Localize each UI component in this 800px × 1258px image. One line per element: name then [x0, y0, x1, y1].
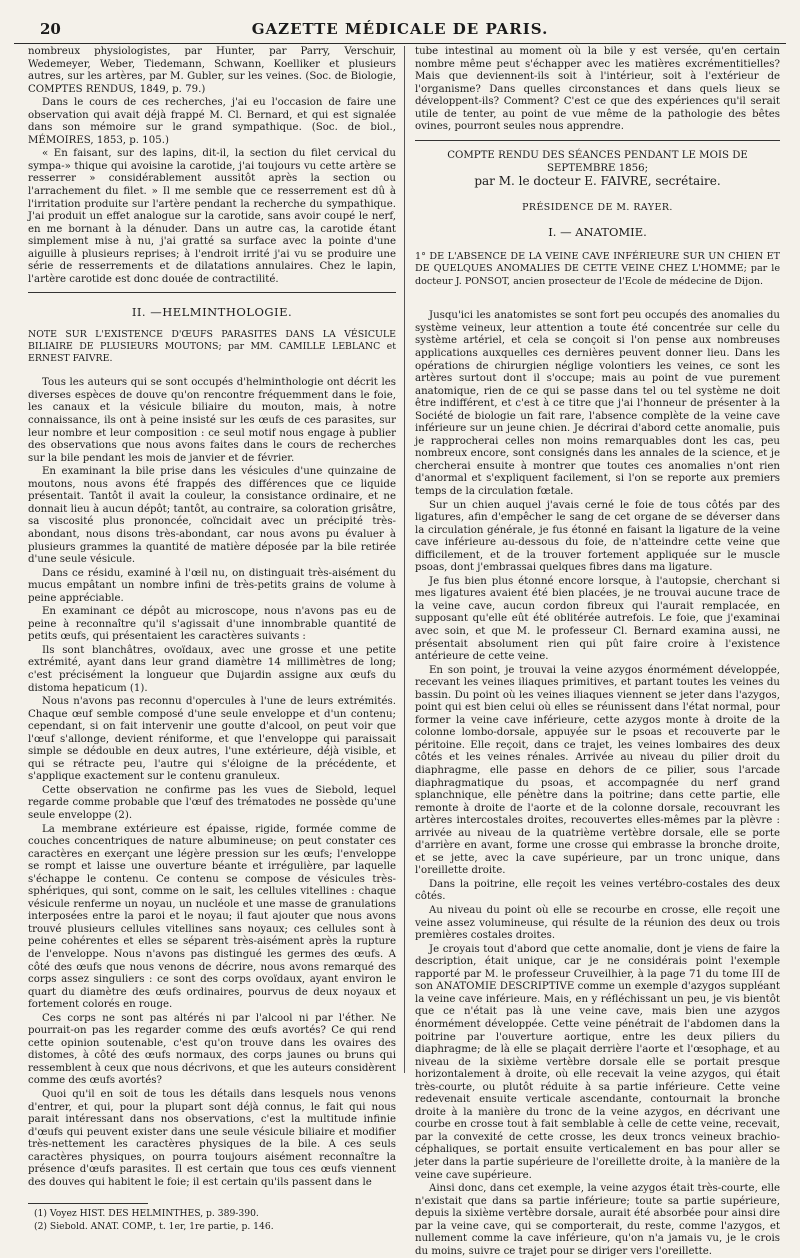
paragraph: Sur un chien auquel j'avais cerné le foie de tous côtés par des ligatures, afin d'empêcher le sang de cet organe de se déverser dans la circulation générale, je fus étonné en faisant la ligature de la veine cave inférieure au-dessous du foie, de n'atteindre cette veine que difficilement, et de la trouver fortement appliquée sur le muscle psoas, dont j'embrassai quelques fibres dans ma ligature. [415, 499, 780, 574]
report-title: COMPTE RENDU DES SÉANCES PENDANT LE MOIS DE SEPTEMBRE 1856; [447, 149, 748, 174]
paragraph: « En faisant, sur des lapins, dit-il, la section du filet cervical du sympa-» thique qui avoisine la carotide, j'ai toujours vu cette artère se resserrer » considérablement aussitôt après la section ou l'arrachement du filet. » Il me semble que ce resserrement est dû à l'irritation produite sur l'artère pendant la recherche du sympathique. J'ai produit un effet analogue sur la carotide, sans avoir coupé le nerf, en me bornant à la dénuder. Dans un autre cas, la carotide étant simplement mise à nu, j'ai gratté sa surface avec la pointe d'une aiguille à plusieurs reprises; à l'endroit irrité j'ai vu se produire une série de resserrements et de dilatations annulaires. Chez le lapin, l'artère carotide est donc douée de contractilité. [28, 148, 396, 285]
paragraph: Quoi qu'il en soit de tous les détails dans lesquels nous venons d'entrer, et qui, pour la plupart sont déjà connus, le fait qui nous parait intéressant dans nos observations, c'est la multitude infinie d'œufs qui peuvent exister dans une seule vésicule biliaire et modifier très-nettement les caractères physiques de la bile. A ces seuls caractères physiques, on pourra toujours aisément reconnaître la présence d'œufs parasites. Il est certain que tous ces œufs viennent des douves qui habitent le foie; il est certain qu'ils passent dans le [28, 1089, 396, 1188]
right-column [404, 46, 780, 1257]
case-title: 1° DE L'ABSENCE DE LA VEINE CAVE INFÉRIEURE SUR UN CHIEN ET DE QUELQUES ANOMALIES DE CETTE VEINE CHEZ L'HOMME; par le docteur J. PONSOT, ancien prosecteur de l'Ecole de médecine de Dijon. [415, 250, 780, 287]
article-title: NOTE SUR L'EXISTENCE D'ŒUFS PARASITES DANS LA VÉSICULE BILIAIRE DE PLUSIEURS MOUTONS; par MM. CAMILLE LEBLANC et ERNEST FAIVRE. [28, 329, 396, 365]
paragraph: Tous les auteurs qui se sont occupés d'helminthologie ont décrit les diverses espèces de douve qu'on rencontre fréquemment dans le foie, les canaux et la vésicule biliaire du mouton, mais, à notre connaissance, ils ont à peine insisté sur les œufs de ces parasites, sur leur nombre et leur composition : ce seul motif nous engage à publier des observations que nous avons faites dans le cours de recherches sur la bile pendant les mois de janvier et de février. [28, 377, 396, 464]
paragraph: tube intestinal au moment où la bile y est versée, qu'en certain nombre même peut s'échapper avec les matières excrémentitielles? Mais que deviennent-ils soit à l'intérieur, soit à l'extérieur de l'organisme? Dans quelles circonstances et dans quels lieux se développent-ils? Comment? C'est ce que des expériences qu'il serait utile de tenter, au point de vue même de la pathologie des bêtes ovines, pourront seules nous apprendre. [415, 46, 780, 133]
section-heading-helminthologie: II. —HELMINTHOLOGIE. [131, 305, 293, 320]
paragraph: Cette observation ne confirme pas les vues de Siebold, lequel regarde comme probable que l'œuf des trématodes ne possède qu'une seule enveloppe (2). [28, 784, 396, 821]
paragraph: Jusqu'ici les anatomistes se sont fort peu occupés des anomalies du système veineux, leur attention a toute été concentrée sur celle du système artériel, et cela se conçoit si l'on pense aux nombreuses applications auxquelles ces dernières peuvent donner lieu. Dans les opérations de chirurgien néglige volontiers les veines, ce sont les artères surtout dont il s'occupe; mais au point de vue purement anatomique, rien de ce qui se passe dans tel ou tel système ne doit être indifférent, et c'est à ce titre que j'ai l'honneur de présenter à la Société de biologie un fait rare, l'absence complète de la veine cave inférieure sur un jeune chien. Je décrirai d'abord cette anomalie, puis je rapprocherai celles non moins remarquables dont les cas, peu nombreux encore, sont consignés dans les annales de la science, et je chercherai ensuite à montrer que toutes ces anomalies n'ont rien d'anormal et s'expliquent facilement, si l'on se reporte aux premiers temps de la circulation fœtale. [415, 310, 780, 497]
presidency-line: PRÉSIDENCE DE M. RAYER. [522, 201, 673, 213]
paragraph: En examinant ce dépôt au microscope, nous n'avons pas eu de peine à reconnaître qu'il s'agissait d'une innombrable quantité de petits œufs, qui présentaient les caractères suivants : [28, 606, 396, 643]
report-author: par M. le docteur E. FAIVRE, secrétaire. [474, 173, 721, 188]
section-heading-anatomie: I. — ANATOMIE. [548, 224, 647, 239]
paragraph: Nous n'avons pas reconnu d'opercules à l'une de leurs extrémités. Chaque œuf semble composé d'une seule enveloppe et d'un contenu; cependant, si on fait intervenir une goutte d'alcool, on peut voir que l'œuf s'allonge, devient réniforme, et que l'enveloppe qui paraissait simple se dédouble en deux autres, l'une extérieure, déjà visible, et qui se rétracte peu, l'autre qui s'éloigne de la précédente, et s'applique exactement sur le contenu granuleux. [28, 696, 396, 783]
paragraph: Dans ce résidu, examiné à l'œil nu, on distinguait très-aisément du mucus empâtant un nombre infini de très-petits grains de volume à peine appréciable. [28, 567, 396, 604]
left-column [28, 46, 404, 1233]
paragraph: Dans la poitrine, elle reçoit les veines vertébro-costales des deux côtés. [415, 878, 780, 903]
paragraph: Ainsi donc, dans cet exemple, la veine azygos était très-courte, elle n'existait que dans sa partie inférieure; toute sa partie supérieure, depuis la sixième vertèbre dorsale, aurait été absorbée pour ainsi dire par la veine cave, qui se comporterait, du reste, comme l'azygos, et nullement comme la cave inférieure, qu'on n'a jamais vu, je le crois du moins, suivre ce trajet pour se diriger vers l'oreillette. [415, 1183, 780, 1257]
footnote: (2) Siebold. ANAT. COMP., t. 1er, 1re partie, p. 146. [34, 1221, 274, 1233]
paragraph: nombreux physiologistes, par Hunter, par Parry, Verschuir, Wedemeyer, Weber, Tiedemann, Schwann, Koelliker et plusieurs autres, sur les artères, par M. Gubler, sur les veines. (Soc. de Biologie, COMPTES RENDUS, 1849, p. 79.) [28, 46, 396, 95]
paragraph: Dans le cours de ces recherches, j'ai eu l'occasion de faire une observation qui avait déjà frappé M. Cl. Bernard, et qui est signalée dans son mémoire sur le grand sympathique. (Soc. de biol., MÉMOIRES, 1853, p. 105.) [28, 97, 396, 146]
paragraph: Je croyais tout d'abord que cette anomalie, dont je viens de faire la description, était unique, car je ne considérais point l'exemple rapporté par M. le professeur Cruveilhier, à la page 71 du tome III de son ANATOMIE DESCRIPTIVE comme un exemple d'azygos suppléant la veine cave inférieure. Mais, en y réfléchissant un peu, je vis bientôt que ce n'était pas là une veine cave, mais bien une azygos énormément développée. Cette veine pénétrait de l'abdomen dans la poitrine par l'ouverture aortique, entre les deux piliers du diaphragme; de là elle se plaçait derrière l'aorte et l'œsophage, et au niveau de la sixième vertèbre dorsale elle se portait presque horizontalement à droite, où elle recevait la veine azygos, qui était très-courte, ou plutôt réduite à sa partie inférieure. Cette veine redevenait ensuite verticale ascendante, contournait la bronche droite à la manière du tronc de la veine azygos, en décrivant une courbe en crosse tout à fait semblable à celle de cette veine, recevait, par la convexité de cette crosse, les deux troncs veineux brachio-céphaliques, se portait ensuite verticalement en bas pour aller se jeter dans la partie supérieure de l'oreillette droite, à la manière de la veine cave supérieure. [415, 943, 780, 1181]
footnote: (1) Voyez HIST. DES HELMINTHES, p. 389-390. [34, 1208, 259, 1220]
paragraph: Je fus bien plus étonné encore lorsque, à l'autopsie, cherchant si mes ligatures avaient été bien placées, je ne trouvai aucune trace de la veine cave, aucun cordon fibreux qui l'aurait remplacée, en supposant qu'elle eût été oblitérée autrefois. Le foie, que j'examinai avec soin, et que M. le professeur Cl. Bernard examina aussi, ne présentait absolument rien qui pût faire croire à l'existence antérieure de cette veine. [415, 575, 780, 663]
page-number: 20 [40, 20, 61, 38]
paragraph: En examinant la bile prise dans les vésicules d'une quinzaine de moutons, nous avons été frappés des différences que ce liquide présentait. Tantôt il avait la couleur, la consistance ordinaire, et ne donnait lieu à aucun dépôt; tantôt, au contraire, sa coloration grisâtre, sa viscosité plus prononcée, coïncidait avec un précipité très-abondant, nous disons très-abondant, car nous avons pu évaluer à plusieurs grammes la quantité de matière déposée par la bile retirée d'une seule vésicule. [28, 466, 396, 566]
journal-title: GAZETTE MÉDICALE DE PARIS. [251, 20, 549, 38]
two-column-body [28, 46, 780, 1257]
section-divider [28, 292, 396, 293]
paragraph: Ils sont blanchâtres, ovoïdaux, avec une grosse et une petite extrémité, ayant dans leur grand diamètre 14 millimètres de long; c'est précisément la longueur que Dujardin assigne aux œufs du distoma hepaticum (1). [28, 644, 396, 694]
section-divider [415, 140, 780, 141]
session-report-heading [415, 149, 780, 188]
paragraph: Ces corps ne sont pas altérés ni par l'alcool ni par l'éther. Ne pourrait-on pas les regarder comme des œufs avortés? Ce qui rend cette opinion soutenable, c'est qu'on trouve dans les ovaires des distomes, à côté des œufs normaux, des corps jaunes ou bruns qui ressemblent à ceux que nous décrivons, et que les auteurs considèrent comme des œufs avortés? [28, 1012, 396, 1087]
footnote-divider [28, 1203, 148, 1204]
paragraph: La membrane extérieure est épaisse, rigide, formée comme de couches concentriques de nature albumineuse; on peut constater ces caractères en exerçant une légère pression sur les œufs; l'enveloppe se rompt et laisse une ouverture béante et irrégulière, par laquelle s'échappe le contenu. Ce contenu se compose de vésicules très-sphériques, qui sont, comme on le sait, les cellules vitellines : chaque vésicule renferme un noyau, un nucléole et une masse de granulations interposées entre la paroi et le noyau; il faut ajouter que nous avons trouvé plusieurs cellules vitellines sans noyaux; ces cellules sont à peine cohérentes et elles se séparent très-aisément après la rupture de l'enveloppe. Nous n'avons pas distingué les germes des œufs. A côté des œufs que nous venons de décrire, nous avons remarqué des corps assez singuliers : ce sont des corps ovoïdaux, ayant environ le quart du diamètre des œufs ordinaires, pourvus de deux noyaux et fortement colorés en rouge. [28, 823, 396, 1011]
paragraph: Au niveau du point où elle se recourbe en crosse, elle reçoit une veine assez volumineuse, qui résulte de la réunion des deux ou trois premières costales droites. [415, 905, 780, 942]
running-head [14, 14, 786, 44]
paragraph: En son point, je trouvai la veine azygos énormément développée, recevant les veines iliaques primitives, et partant toutes les veines du bassin. Du point où les veines iliaques viennent se jeter dans l'azygos, point qui est bien celui où elles se réunissent dans l'état normal, pour former la veine cave inférieure, cette azygos monte à droite de la colonne lombo-dorsale, appuyée sur le psoas et recouverte par le péritoine. Elle reçoit, dans ce trajet, les veines lombaires des deux côtés et les veines rénales. Arrivée au niveau du pilier droit du diaphragme, elle passe en dehors de ce pilier, sous l'arcade diaphragmatique du psoas, et accompagnée du nerf grand splanchnique, elle pénètre dans la poitrine; dans cette partie, elle remonte à droite de l'aorte et de la colonne dorsale, recouvrant les artères intercostales droites, recouvertes elles-mêmes par la plèvre : arrivée au niveau de la quatrième vertèbre dorsale, elle se porte d'arrière en avant, forme une crosse qui embrasse la bronche droite, et se jette, avec la cave supérieure, par un tronc unique, dans l'oreillette droite. [415, 664, 780, 877]
